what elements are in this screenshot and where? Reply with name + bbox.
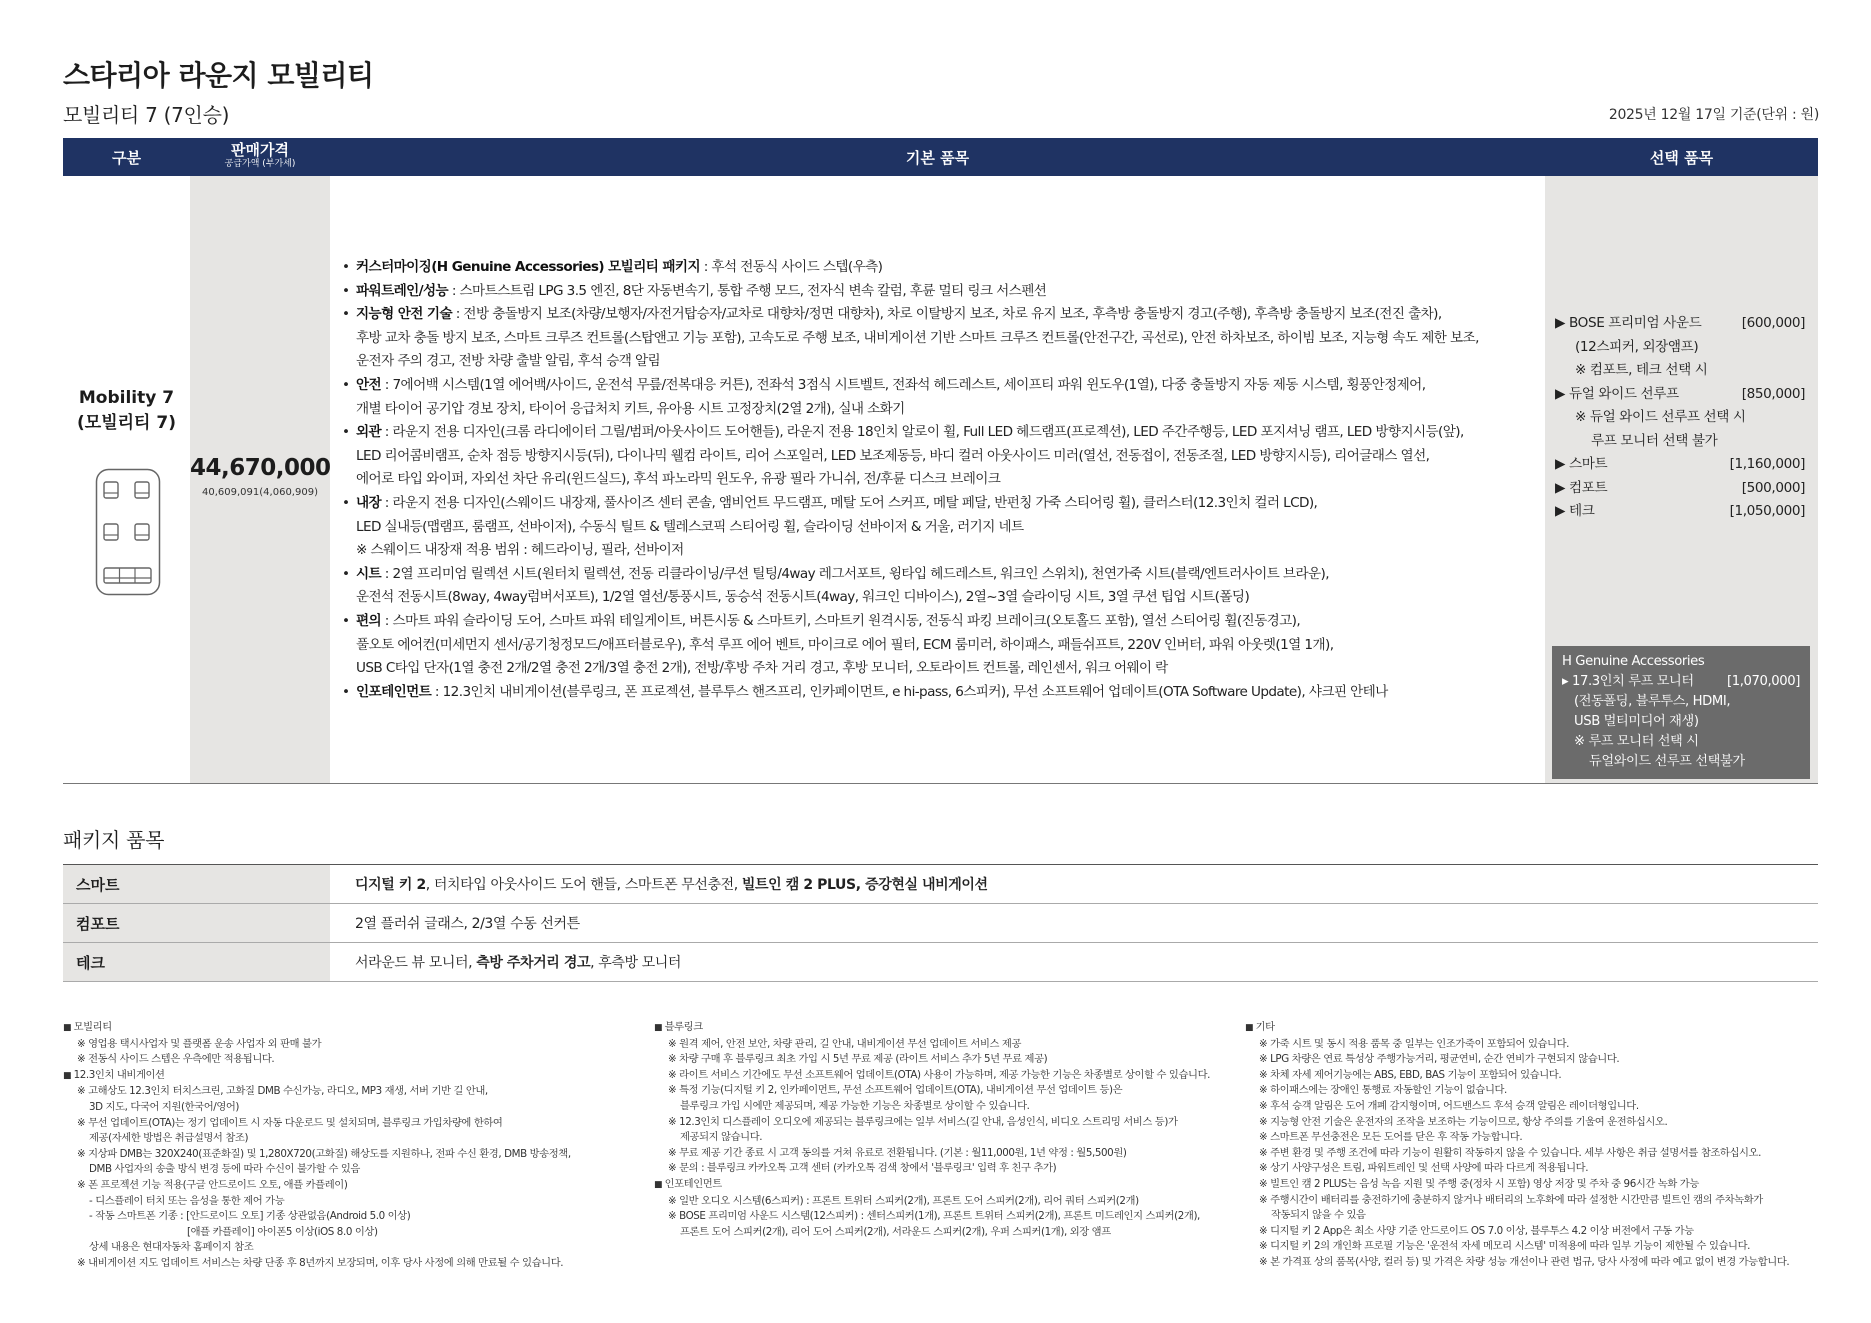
- package-text: , 터치타입 아웃사이드 도어 핸들, 스마트폰 무선충전,: [425, 877, 742, 893]
- option-note: ※ 컴포트, 테크 선택 시: [1575, 362, 1708, 378]
- basic-item-text: : 7에어백 시스템(1열 에어백/사이드, 운전석 무릎/전복대응 커튼), 전좌석 3점식 시트벨트, 전좌석 헤드레스트, 세이프티 파워 윈도우(1열), 다중 충돌방지 자동 제동 시스템, 횡풍안정제어,: [381, 376, 1426, 393]
- footnotes-col-2: [654, 1020, 1234, 1240]
- header-basic-items: 기본 품목: [905, 148, 970, 167]
- footnote-line: 제공되지 않습니다.: [680, 1131, 763, 1144]
- footnote-line: ※ BOSE 프리미엄 사운드 시스템(12스피커) : 센터스피커(1개), 프론트 트위터 스피커(2개), 프론트 미드레인지 스피커(2개),: [668, 1210, 1200, 1223]
- footnote-line: 블루링크 가입 시에만 제공되며, 제공 가능한 기능은 차종별로 상이할 수 있습니다.: [680, 1099, 1030, 1112]
- footnote-line: ※ 디지털 키 2 App은 최소 사양 기준 안드로이드 OS 7.0 이상, 블루투스 4.2 이상 버전에서 구동 가능: [1259, 1224, 1694, 1237]
- model-subtitle: 모빌리티 7 (7인승): [63, 103, 230, 127]
- basic-item-continuation: ※ 스웨이드 내장재 적용 범위 : 헤드라이닝, 필라, 선바이저: [356, 542, 684, 559]
- basic-item-continuation: USB C타입 단자(1열 충전 2개/2열 충전 2개/3열 충전 2개), 전방/후방 주차 거리 경고, 후방 모니터, 오토라이트 컨트롤, 레인센서, 워크 어웨이 락: [356, 660, 1168, 677]
- footnote-line: 작동되지 않을 수 있음: [1271, 1209, 1366, 1222]
- footnote-line: ※ 전동식 사이드 스텝은 우측에만 적용됩니다.: [77, 1053, 275, 1066]
- package-text: 서라운드 뷰 모니터,: [355, 955, 477, 971]
- footnote-line: ※ 지능형 안전 기술은 운전자의 조작을 보조하는 기능이므로, 항상 주의를 기울여 운전하십시오.: [1259, 1115, 1668, 1128]
- basic-item-continuation: 후방 교차 충돌 방지 보조, 스마트 크루즈 컨트롤(스탑앤고 기능 포함), 고속도로 주행 보조, 내비게이션 기반 스마트 크루즈 컨트롤(안전구간, 곡선로), 안전 하차보조, 하이빔 보조, 지능형 속도 제한 보조,: [356, 329, 1479, 346]
- basic-item-label: 내장: [356, 494, 382, 511]
- package-highlight: 디지털 키 2: [355, 877, 426, 893]
- option-item: [1555, 383, 1805, 407]
- header-price-sub: 공급가액 (부가세): [224, 159, 296, 169]
- basic-item-text: : 12.3인치 내비게이션(블루링크, 폰 프로젝션, 블루투스 핸즈프리, 인카페이먼트, e hi-pass, 6스피커), 무선 소프트웨어 업데이트(OTA Software Update), 샤크핀 안테나: [431, 683, 1388, 700]
- footnote-line: ※ 빌트인 캠 2 PLUS는 음성 녹음 지원 및 주행 중(정차 시 포함) 영상 저장 및 주차 중 96시간 녹화 가능: [1259, 1177, 1699, 1190]
- model-cell: [63, 176, 190, 783]
- header-options: 선택 품목: [1649, 148, 1714, 167]
- option-item: [1555, 312, 1805, 336]
- option-item: [1555, 477, 1805, 501]
- basic-items-cell: [330, 176, 1545, 783]
- basic-item-text: : 스마트 파워 슬라이딩 도어, 스마트 파워 테일게이트, 버튼시동 & 스마트키, 스마트키 원격시동, 전동식 파킹 브레이크(오토홀드 포함), 열선 스티어링 휠(진동경고),: [381, 612, 1301, 629]
- genuine-accessories-box: [1552, 646, 1810, 779]
- basic-item-label: 인포테인먼트: [356, 683, 432, 700]
- footnote-line: ※ 원격 제어, 안전 보안, 차량 관리, 길 안내, 내비게이션 무선 업데이트 서비스 제공: [668, 1037, 1022, 1050]
- basic-item: [342, 256, 1479, 280]
- footnote-heading: ■ 모빌리티: [63, 1020, 633, 1037]
- footnote-line: ※ 스마트폰 무선충전은 모든 도어를 닫은 후 작동 가능합니다.: [1259, 1131, 1523, 1144]
- basic-item-label: 편의: [356, 612, 382, 629]
- footnote-line: ※ 무료 제공 기간 종료 시 고객 동의를 거쳐 유료로 전환됩니다. (기본 : 월11,000원, 1년 약정 : 월5,500원): [668, 1146, 1127, 1159]
- footnote-line: ※ 폰 프로젝션 기능 적용(구글 안드로이드 오토, 애플 카플레이): [77, 1178, 348, 1191]
- package-text: , 후측방 모니터: [590, 955, 682, 971]
- footnote-line: ※ 상기 사양구성은 트림, 파워트레인 및 선택 사양에 따라 다르게 적용됩니다.: [1259, 1162, 1589, 1175]
- footnote-line: ※ 특정 기능(디지털 키 2, 인카페이먼트, 무선 소프트웨어 업데이트(OTA), 내비게이션 무선 업데이트 등)은: [668, 1084, 1123, 1097]
- basic-item-text: : 2열 프리미엄 릴렉션 시트(원터치 릴렉션, 전동 리클라이닝/쿠션 틸팅/4way 레그서포트, 윙타입 헤드레스트, 워크인 스위치), 천연가죽 시트(블랙/엔트러사이트 브라운),: [381, 565, 1329, 582]
- footnote-line: ※ 12.3인치 디스플레이 오디오에 제공되는 블루링크에는 일부 서비스(길 안내, 음성인식, 비디오 스트리밍 서비스 등)가: [668, 1115, 1178, 1128]
- footnote-line: ※ 지상파 DMB는 320X240(표준화질) 및 1,280X720(고화질) 해상도를 지원하나, 전파 수신 환경, DMB 방송정책,: [77, 1147, 571, 1160]
- option-price: [500,000]: [1741, 479, 1805, 496]
- basic-item-label: 지능형 안전 기술: [356, 306, 452, 323]
- option-note: (12스피커, 외장앰프): [1575, 338, 1699, 355]
- model-name-ko: (모빌리티 7): [77, 413, 176, 433]
- basic-item-continuation: LED 실내등(맵램프, 룸램프, 선바이저), 수동식 틸트 & 텔레스코픽 스티어링 휠, 슬라이딩 선바이저 & 거울, 러기지 네트: [356, 518, 1024, 535]
- footnote-line: ※ 디지털 키 2의 개인화 프로필 기능은 '운전석 자세 메모리 시스템' 미적용에 따라 일부 기능이 제한될 수 있습니다.: [1259, 1240, 1751, 1253]
- basic-item: [342, 421, 1479, 445]
- basic-item-continuation: 운전자 주의 경고, 전방 차량 출발 알림, 후석 승객 알림: [356, 353, 661, 370]
- option-price: [850,000]: [1741, 385, 1805, 402]
- option-name: ▶ 스마트: [1555, 456, 1608, 472]
- option-note: 루프 모니터 선택 불가: [1591, 432, 1718, 449]
- footnotes-col-1: [63, 1020, 633, 1272]
- footnote-line: ※ LPG 차량은 연료 특성상 주행가능거리, 평균연비, 순간 연비가 구현되지 않습니다.: [1259, 1053, 1620, 1066]
- basic-item-text: : 라운지 전용 디자인(스웨이드 내장재, 풀사이즈 센터 콘솔, 앰비언트 무드램프, 메탈 도어 스커프, 메탈 페달, 반펀칭 가죽 스티어링 휠), 클러스터(12.3인치 컬러 LCD),: [381, 494, 1318, 511]
- option-name: ▶ 테크: [1555, 503, 1595, 519]
- basic-item: [342, 610, 1479, 634]
- supply-price: 40,609,091(4,060,909): [202, 487, 318, 498]
- basic-item-continuation: LED 리어콤비램프, 순차 점등 방향지시등(뒤), 다이나믹 웰컴 라이트, 리어 스포일러, LED 보조제동등, 바디 컬러 아웃사이드 미러(열선, 전동접이, 전동조절, LED 방향지시등), 리어글래스 열선,: [356, 447, 1430, 464]
- price-table-header: [63, 138, 1818, 176]
- footnote-line: ※ 가죽 시트 및 동시 적용 품목 중 일부는 인조가죽이 포함되어 있습니다.: [1259, 1037, 1570, 1050]
- package-highlight: 빌트인 캠 2 PLUS, 증강현실 내비게이션: [741, 877, 988, 893]
- footnote-line: [애플 카플레이] 아이폰5 이상(iOS 8.0 이상): [187, 1225, 378, 1238]
- footnote-line: ※ 주행시간이 배터리를 충전하기에 충분하지 않거나 배터리의 노후화에 따라 설정한 시간만큼 빌트인 캠의 주차녹화가: [1259, 1193, 1763, 1206]
- package-description: [330, 943, 1818, 981]
- basic-items-list: [342, 256, 1479, 704]
- page-title: 스타리아 라운지 모빌리티: [63, 59, 374, 92]
- footnote-heading: ■ 블루링크: [654, 1020, 1234, 1037]
- basic-item: [342, 303, 1479, 327]
- basic-item-text: : 전방 충돌방지 보조(차량/보행자/자전거탑승자/교차로 대향차/정면 대향차), 차로 이탈방지 보조, 차로 유지 보조, 후측방 충돌방지 경고(주행), 후측방 충돌방지 보조(전진 출차),: [452, 306, 1442, 323]
- basic-item-text: : 후석 전동식 사이드 스텝(우측): [699, 259, 883, 275]
- footnote-line: 제공(자세한 방법은 취급설명서 참조): [89, 1132, 249, 1145]
- price-cell: [190, 176, 330, 783]
- footnote-heading: ■ 인포테인먼트: [654, 1177, 1234, 1194]
- package-description: [330, 904, 1818, 942]
- footnote-heading: ■ 12.3인치 내비게이션: [63, 1068, 633, 1085]
- basic-item: [342, 280, 1479, 304]
- footnote-line: ※ 일반 오디오 시스템(6스피커) : 프론트 트위터 스피커(2개), 프론트 도어 스피커(2개), 리어 쿼터 스피커(2개): [668, 1194, 1139, 1207]
- hga-title: H Genuine Accessories: [1562, 654, 1705, 669]
- footnote-line: ※ 차량 구매 후 블루링크 최초 가입 시 5년 무료 제공 (라이트 서비스 추가 5년 무료 제공): [668, 1053, 1048, 1066]
- basic-item: [342, 681, 1479, 705]
- option-item: [1555, 500, 1805, 524]
- package-highlight: 측방 주차거리 경고: [476, 955, 591, 971]
- package-section-title: 패키지 품목: [63, 828, 165, 852]
- option-price: [600,000]: [1741, 315, 1805, 331]
- footnote-line: ※ 후석 승객 알림은 도어 개폐 감지형이며, 어드밴스드 후석 승객 알림은 레이더형입니다.: [1259, 1099, 1639, 1112]
- footnote-line: 프론트 도어 스피커(2개), 리어 도어 스피커(2개), 서라운드 스피커(2개), 우퍼 스피커(1개), 외장 앰프: [680, 1225, 1111, 1238]
- package-row: [63, 865, 1818, 904]
- footnote-line: ※ 하이패스에는 장애인 통행료 자동할인 기능이 없습니다.: [1259, 1084, 1507, 1097]
- seat-layout-icon: [95, 468, 161, 596]
- header-price-label: 판매가격: [231, 141, 289, 159]
- hga-detail: USB 멀티미디어 재생): [1574, 714, 1699, 729]
- basic-item: [342, 374, 1479, 398]
- basic-item-text: : 스마트스트림 LPG 3.5 엔진, 8단 자동변속기, 통합 주행 모드, 전자식 변속 칼럼, 후륜 멀티 링크 서스펜션: [448, 282, 1047, 299]
- footnote-line: - 디스플레이 터치 또는 음성을 통한 제어 가능: [89, 1194, 285, 1207]
- package-name: 컴포트: [63, 904, 330, 942]
- option-name: ▶ 듀얼 와이드 선루프: [1555, 385, 1679, 402]
- hga-note: 듀얼와이드 선루프 선택불가: [1589, 754, 1745, 769]
- option-note: ※ 듀얼 와이드 선루프 선택 시: [1575, 409, 1746, 425]
- basic-item-text: : 라운지 전용 디자인(크롬 라디에이터 그릴/범퍼/아웃사이드 도어핸들), 라운지 전용 18인치 알로이 휠, Full LED 헤드램프(프로젝션), LED 주간주행등, LED 포지셔닝 램프, LED 방향지시등(앞),: [381, 424, 1464, 441]
- package-text: 2열 플러쉬 글래스, 2/3열 수동 선커튼: [355, 916, 580, 932]
- basic-item-label: 시트: [356, 565, 382, 582]
- footnote-line: ※ 고해상도 12.3인치 터치스크린, 고화질 DMB 수신가능, 라디오, MP3 재생, 서버 기반 길 안내,: [77, 1085, 488, 1098]
- footnote-line: DMB 사업자의 송출 방식 변경 등에 따라 수신이 불가할 수 있음: [89, 1163, 360, 1176]
- hga-note: ※ 루프 모니터 선택 시: [1574, 734, 1699, 749]
- footnote-line: ※ 무선 업데이트(OTA)는 정기 업데이트 시 자동 다운로드 및 설치되며, 블루링크 가입차량에 한하여: [77, 1116, 503, 1129]
- package-row: [63, 904, 1818, 943]
- footnote-line: ※ 주변 환경 및 주행 조건에 따라 기능이 원활히 작동하지 않을 수 있습니다. 세부 사항은 취급 설명서를 참조하십시오.: [1259, 1146, 1761, 1159]
- hga-item-price: [1,070,000]: [1726, 674, 1800, 689]
- option-item: [1555, 453, 1805, 477]
- basic-item-continuation: 운전석 전동시트(8way, 4way럼버서포트), 1/2열 열선/통풍시트, 동승석 전동시트(4way, 워크인 디바이스), 2열~3열 슬라이딩 시트, 3열 쿠션 팁업 시트(폴딩): [356, 589, 1250, 606]
- basic-item-label: 파워트레인/성능: [356, 282, 449, 299]
- option-price: [1,050,000]: [1729, 503, 1805, 519]
- model-name: [63, 386, 190, 436]
- footnote-line: ※ 라이트 서비스 기간에도 무선 소프트웨어 업데이트(OTA) 사용이 가능하며, 제공 가능한 기능은 차종별로 상이할 수 있습니다.: [668, 1068, 1210, 1081]
- package-description: [330, 865, 1818, 903]
- footnote-line: ※ 내비게이션 지도 업데이트 서비스는 차량 단종 후 8년까지 보장되며, 이후 당사 사정에 의해 만료될 수 있습니다.: [77, 1256, 564, 1269]
- basic-item-label: 커스터마이징(H Genuine Accessories) 모빌리티 패키지: [356, 259, 700, 275]
- footnote-line: ※ 본 가격표 상의 품목(사양, 컬러 등) 및 가격은 차량 성능 개선이나 관련 법규, 당사 사정에 따라 예고 없이 변경 가능합니다.: [1259, 1255, 1790, 1268]
- hga-item: [1562, 672, 1800, 692]
- footnote-line: - 작동 스마트폰 기종 : [안드로이드 오토] 기종 상관없음(Android 5.0 이상): [89, 1210, 411, 1223]
- basic-item-continuation: 풀오토 에어컨(미세먼지 센서/공기청정모드/애프터블로우), 후석 루프 에어 벤트, 마이크로 에어 필터, ECM 룸미러, 하이패스, 패들쉬프트, 220V 인버터, 파워 아웃렛(1열 1개),: [356, 636, 1334, 653]
- package-name: 스마트: [63, 865, 330, 903]
- model-name-en: Mobility 7: [78, 388, 175, 408]
- header-price: [190, 138, 330, 176]
- basic-item: [342, 492, 1479, 516]
- option-name: ▶ 컴포트: [1555, 479, 1608, 496]
- basic-item-label: 외관: [356, 424, 382, 441]
- package-table: [63, 864, 1818, 982]
- options-list: [1555, 312, 1805, 524]
- options-cell: [1545, 176, 1818, 783]
- sale-price: 44,670,000: [190, 455, 331, 481]
- footnote-line: 상세 내용은 현대자동차 홈페이지 참조: [89, 1241, 254, 1254]
- price-table-row: [63, 176, 1818, 784]
- footnotes-col-3: [1245, 1020, 1825, 1271]
- hga-detail: (전동폴딩, 블루투스, HDMI,: [1574, 694, 1731, 709]
- footnote-line: ※ 문의 : 블루링크 카카오톡 고객 센터 (카카오톡 검색 창에서 '블루링크' 입력 후 친구 추가): [668, 1162, 1057, 1175]
- package-name: 테크: [63, 943, 330, 981]
- option-price: [1,160,000]: [1729, 456, 1805, 472]
- footnote-line: 3D 지도, 다국어 지원(한국어/영어): [89, 1100, 240, 1113]
- footnote-line: ※ 차체 자세 제어기능에는 ABS, EBD, BAS 기능이 포함되어 있습니다.: [1259, 1068, 1562, 1081]
- footnote-line: ※ 영업용 택시사업자 및 플랫폼 운송 사업자 외 판매 불가: [77, 1037, 322, 1050]
- basic-item-continuation: 에어로 타입 와이퍼, 자외선 차단 유리(윈드실드), 후석 파노라믹 윈도우, 유광 필라 가니쉬, 전/후륜 디스크 브레이크: [356, 471, 1001, 488]
- date-note: 2025년 12월 17일 기준(단위 : 원): [1608, 107, 1819, 123]
- option-name: ▶ BOSE 프리미엄 사운드: [1555, 315, 1702, 331]
- header-gubun: 구분: [112, 148, 141, 167]
- hga-item-name: ▸ 17.3인치 루프 모니터: [1562, 674, 1694, 689]
- basic-item-continuation: 개별 타이어 공기압 경보 장치, 타이어 응급처치 키트, 유아용 시트 고정장치(2열 2개), 실내 소화기: [356, 400, 905, 417]
- basic-item-label: 안전: [356, 376, 382, 393]
- basic-item: [342, 563, 1479, 587]
- package-row: [63, 943, 1818, 982]
- footnote-heading: ■ 기타: [1245, 1020, 1825, 1037]
